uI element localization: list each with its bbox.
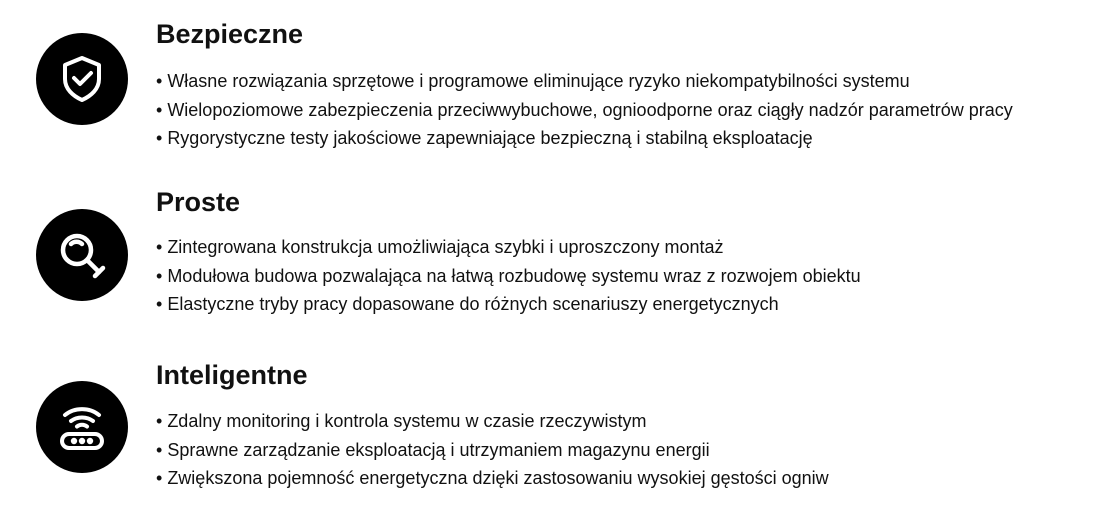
feature-bullet-list	[156, 233, 861, 319]
bullet-item: • Własne rozwiązania sprzętowe i programowe eliminujące ryzyko niekompatybilności systemu	[156, 67, 1013, 96]
bullet-item: • Rygorystyczne testy jakościowe zapewniające bezpieczną i stabilną eksploatację	[156, 124, 1013, 153]
bullet-item: • Zintegrowana konstrukcja umożliwiająca szybki i uproszczony montaż	[156, 233, 861, 262]
bullet-item: • Modułowa budowa pozwalająca na łatwą rozbudowę systemu wraz z rozwojem obiektu	[156, 262, 861, 291]
feature-title: Proste	[156, 187, 241, 217]
feature-bullet-list	[156, 407, 829, 493]
wifi-router-icon	[36, 381, 128, 473]
shield-check-icon	[36, 33, 128, 125]
bullet-item: • Zwiększona pojemność energetyczna dzięki zastosowaniu wysokiej gęstości ogniw	[156, 464, 829, 493]
bullet-item: • Sprawne zarządzanie eksploatacją i utrzymaniem magazynu energii	[156, 436, 829, 465]
bullet-item: • Elastyczne tryby pracy dopasowane do różnych scenariuszy energetycznych	[156, 290, 861, 319]
magnifier-wrench-icon	[36, 209, 128, 301]
bullet-item: • Zdalny monitoring i kontrola systemu w czasie rzeczywistym	[156, 407, 829, 436]
feature-bullet-list	[156, 67, 1013, 153]
bullet-item: • Wielopoziomowe zabezpieczenia przeciwwybuchowe, ognioodporne oraz ciągły nadzór parametrów pracy	[156, 96, 1013, 125]
feature-title: Bezpieczne	[156, 19, 304, 49]
feature-title: Inteligentne	[156, 360, 308, 390]
